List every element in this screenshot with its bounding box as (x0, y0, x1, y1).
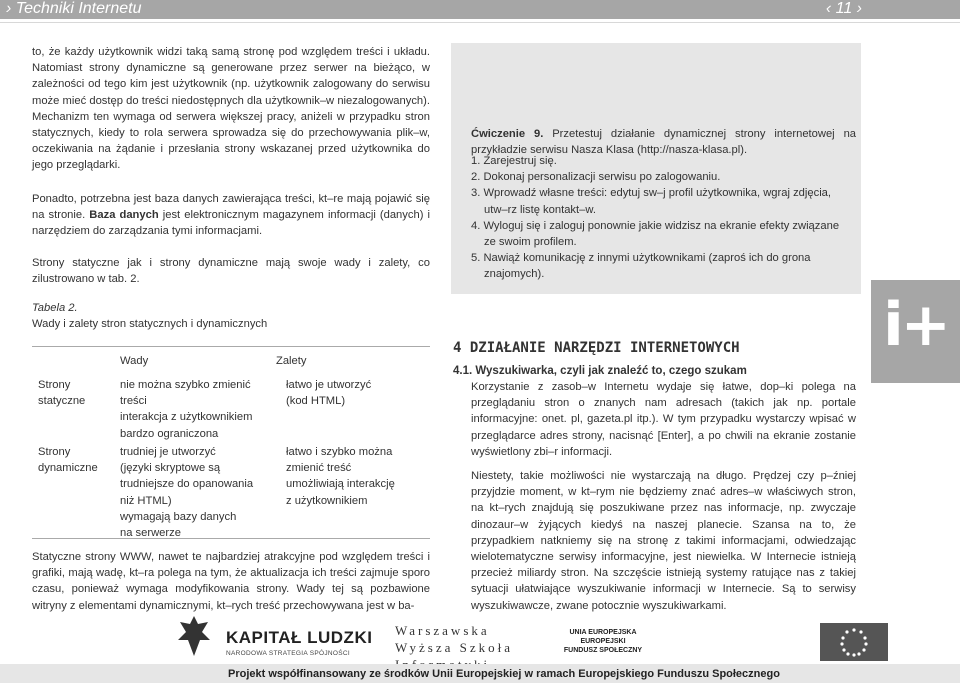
header-bar (0, 0, 960, 19)
section-title: › Techniki Internetu (6, 0, 142, 17)
row-static-wady: nie można szybko zmienić treści interakcja z użytkownikiem bardzo ograniczona (120, 379, 253, 440)
row-label-dynamic: Strony dynamiczne (38, 446, 98, 475)
exercise-step: 3. Wprowadź własne treści: edytuj sw–j profil użytkownika, wgraj zdjęcia, utw–rz listę kontakt–w. (471, 187, 832, 216)
row-static-zalety: łatwo je utworzyć (kod HTML) (286, 379, 372, 408)
row-dynamic-zalety: łatwo i szybko można zmienić treść umożliwiają interakcję z użytkownikiem (286, 446, 395, 507)
subsection-paragraph-2: Niestety, takie możliwości nie wystarczają na długo. Prędzej czy p–źniej przyjdzie moment, w kt–rym nie będziemy znać adres–w właściwych stron, na kt–rych znajdują się poszukiwane przez nas informacje, np. zwyczaje dinozaur–w żyjących kiedyś na naszej planecie. Szansa na to, że przypadkiem natkniemy się na stronę z takimi informacjami, odwiedzając wielotematyczne serwisy informacyjne, jest niewielka. W Internecie istnieją przecież miliardy stron. Na szczęście istnieją systemy ratujące nas z takiej sytuacji ułatwiające wyszukiwanie informacji w Internecie. Są to serwisy wyszukiwawcze, zwane potocznie wyszukiwarkami. (471, 470, 856, 612)
ue-logo-text (560, 628, 646, 655)
row-label-static: Strony statyczne (38, 379, 86, 408)
comparison-table (32, 346, 430, 539)
exercise-step: 4. Wyloguj się i zaloguj ponownie jakie widzisz na ekranie efekty związane ze swoim profilem. (471, 219, 840, 249)
section-heading: 4 DZIAŁANIE NARZĘDZI INTERNETOWYCH (453, 340, 740, 356)
exercise-text: Ćwiczenie 9. Przetestuj działanie dynamicznej strony internetowej na przykładzie serwisu Nasza Klasa (http://nasza-klasa.pl). (471, 128, 857, 157)
exercise-step: 1. Zarejestruj się. (471, 155, 557, 167)
ue-line: EUROPEJSKI (580, 638, 626, 645)
ue-line: FUNDUSZ SPOŁECZNY (563, 647, 643, 654)
footer-text: Projekt współfinansowany ze środków Unii Europejskiej w ramach Europejskiego Funduszu Społecznego (228, 668, 780, 680)
table-header-zalety: Zalety (276, 355, 307, 367)
wwsi-line: Warszawska (395, 623, 490, 638)
page-number: ‹ 11 › (825, 0, 862, 17)
row-dynamic-wady: trudniej je utworzyć (języki skryptowe są trudniejsze do opanowania niż HTML) wymagają bazy danych na serwerze (120, 446, 254, 540)
left-paragraph-3: Strony statyczne jak i strony dynamiczne mają swoje wady i zalety, co zilustrowano w tab. 2. (32, 257, 430, 286)
i-plus-badge: i+ (871, 280, 960, 383)
table-caption-title: Wady i zalety stron statycznych i dynamicznych (32, 318, 268, 330)
kapital-ludzki-title: KAPITAŁ LUDZKI (226, 628, 373, 647)
eu-flag-icon (820, 623, 888, 661)
left-paragraph-1: to, że każdy użytkownik widzi taką samą stronę pod względem treści i układu. Natomiast strony dynamiczne są generowane przez serwer na bieżąco, w zależności od tego kim jest użytkownik (np. użytkownik zalogowany do serwisu może mieć dostęp do treści niedostępnych dla użytkownik–w niezalogowanych). Mechanizm ten wymaga od serwera większej pracy, aniżeli w przypadku stron statycznych, kiedy to rola serwera sprowadza się do przechowywania plik–w, oczekiwania na żądanie i przesłania strony wskazanej przed użytkownika do jego przeglądarki. (32, 46, 430, 172)
bottom-left-paragraph: Statyczne strony WWW, nawet te najbardziej atrakcyjne pod względem treści i grafiki, mają wadę, kt–ra polega na tym, że aktualizacja ich treści zajmuje sporo czasu, ponieważ wymaga modyfikowania strony. Wady tej są pozbawione witryny z elementami dynamicznymi, kt–rych treść przechowywana jest w ba- (32, 551, 430, 612)
left-paragraph-2: Ponadto, potrzebna jest baza danych zawierająca treści, kt–re mają pojawić się na stronie. Baza danych jest elektronicznym magazynem informacji (danych) i narzędziem do zarządzania tymi informacjami. (32, 193, 430, 238)
header-divider (0, 22, 960, 23)
kapital-ludzki-logo (226, 630, 372, 662)
exercise-step: 5. Nawiąż komunikację z innymi użytkownikami (zaproś ich do grona znajomych). (471, 252, 811, 281)
exercise-steps (471, 153, 851, 283)
table-caption-label: Tabela 2. (32, 302, 78, 314)
kapital-ludzki-subtitle: NARODOWA STRATEGIA SPÓJNOŚCI (226, 650, 350, 658)
exercise-step: 2. Dokonaj personalizacji serwisu po zalogowaniu. (471, 171, 721, 184)
eagle-emblem-icon (174, 612, 214, 662)
wwsi-line: Wyższa Szkoła (395, 640, 513, 655)
subsection-heading: 4.1. Wyszukiwarka, czyli jak znaleźć to, czego szukam (453, 365, 747, 377)
ue-line: UNIA EUROPEJSKA (569, 629, 637, 636)
table-header-wady: Wady (120, 355, 149, 367)
subsection-paragraph-1: Korzystanie z zasob–w Internetu wydaje się łatwe, dop–ki polega na przeglądaniu stron o znanych nam adresach (takich jak np. portale informacyjne: onet. pl, gazeta.pl itp.). W tym przypadku wystarczy wpisać w przeglądarce adres strony, nacisnąć [Enter], a po chwili na ekranie zostanie wyświetlony zbi–r informacji. (471, 381, 856, 458)
